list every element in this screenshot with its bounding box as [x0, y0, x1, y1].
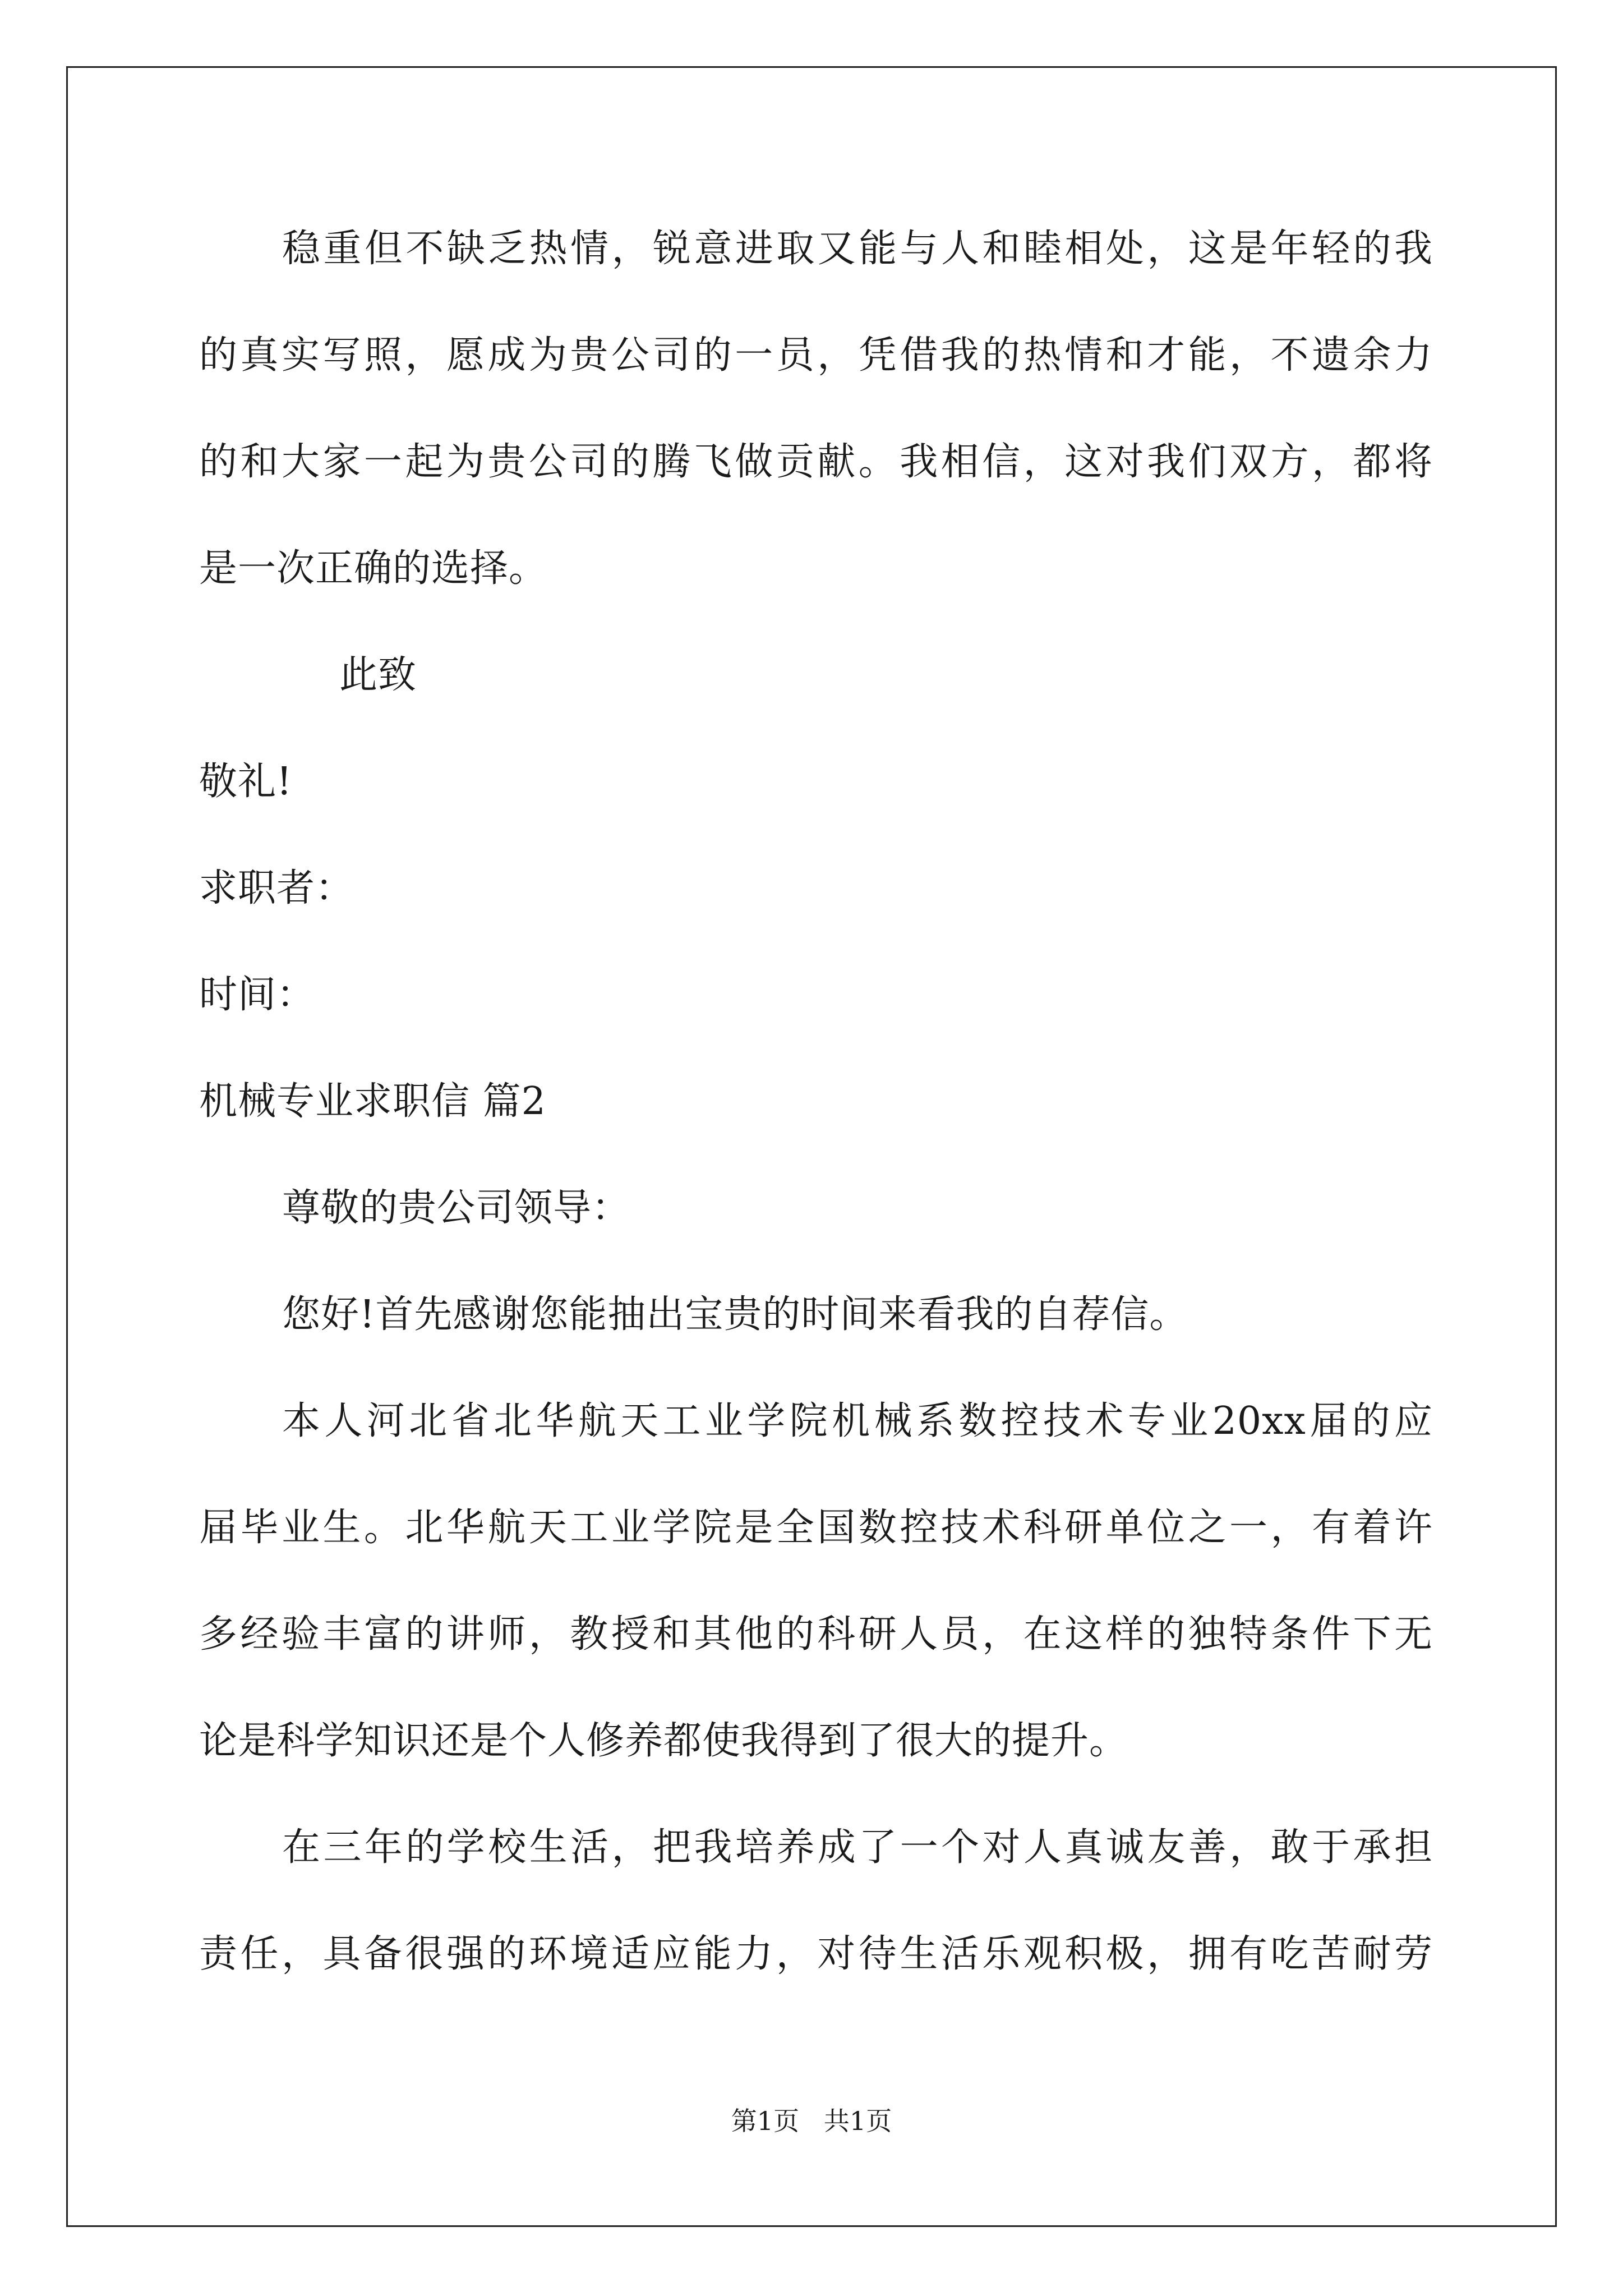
- paragraph-1-line-1: 稳重但不缺乏热情，锐意进取又能与人和睦相处，这是年轻的我: [282, 227, 1433, 271]
- salute-text: 敬礼!: [199, 760, 293, 804]
- page-border: [66, 66, 1557, 2227]
- paragraph-1-line-3: 的和大家一起为贵公司的腾飞做贡献。我相信，这对我们双方，都将: [199, 440, 1433, 484]
- opening-text: 您好!首先感谢您能抽出宝贵的时间来看我的自荐信。: [282, 1292, 1188, 1337]
- page-number-footer: 第1页 共1页: [731, 2106, 892, 2136]
- paragraph-2-line-3: 多经验丰富的讲师，教授和其他的科研人员，在这样的独特条件下无: [199, 1612, 1433, 1657]
- paragraph-2-line-2: 届毕业生。北华航天工业学院是全国数控技术科研单位之一，有着许: [199, 1506, 1433, 1550]
- section-title: 机械专业求职信 篇2: [199, 1079, 546, 1124]
- paragraph-1-line-2: 的真实写照，愿成为贵公司的一员，凭借我的热情和才能，不遗余力: [199, 333, 1433, 378]
- closing-text: 此致: [339, 653, 417, 697]
- greeting-text: 尊敬的贵公司领导：: [282, 1186, 631, 1230]
- applicant-label: 求职者：: [199, 866, 354, 910]
- paragraph-2-line-4: 论是科学知识还是个人修养都使我得到了很大的提升。: [199, 1719, 1128, 1763]
- paragraph-3-line-1: 在三年的学校生活，把我培养成了一个对人真诚友善，敢于承担: [282, 1825, 1433, 1870]
- paragraph-2-line-1: 本人河北省北华航天工业学院机械系数控技术专业20xx届的应: [282, 1399, 1433, 1443]
- paragraph-3-line-2: 责任，具备很强的环境适应能力，对待生活乐观积极，拥有吃苦耐劳: [199, 1932, 1433, 1976]
- time-label: 时间：: [199, 973, 316, 1017]
- paragraph-1-line-4: 是一次正确的选择。: [199, 546, 548, 591]
